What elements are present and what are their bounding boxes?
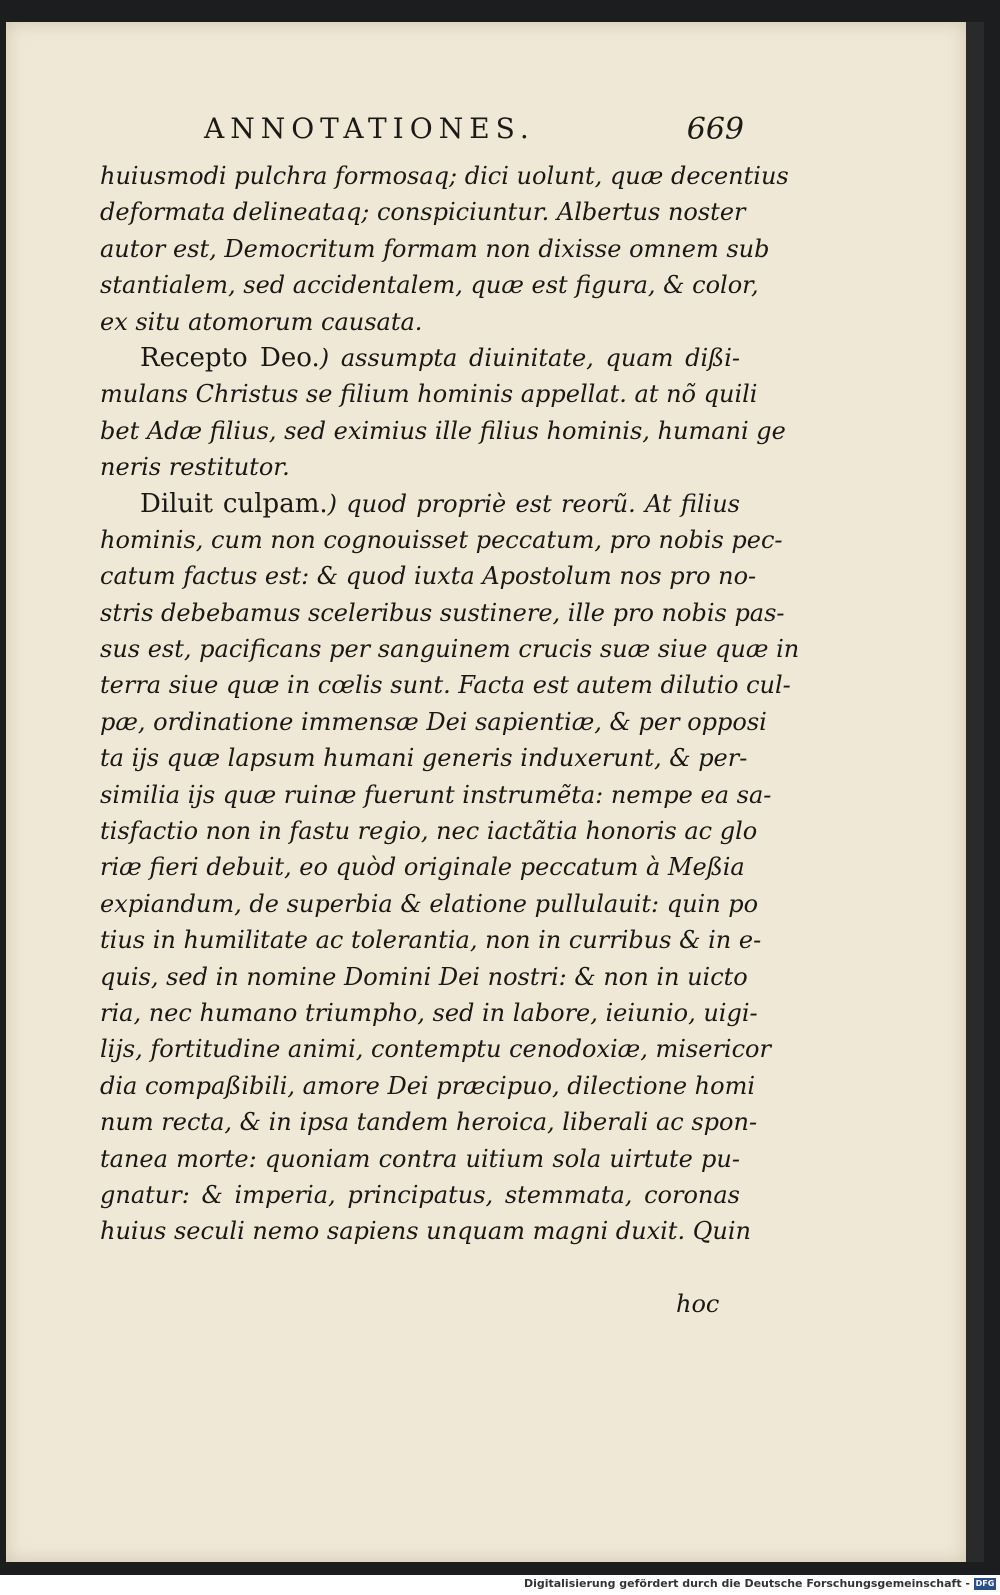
text-line: bet Adæ filius, sed eximius ille filius hominis, humani ge [100,416,786,445]
dfg-logo: DFG [975,1579,995,1588]
text-line: huiusmodi pulchra formosaq; dici uolunt, quæ decentius [100,162,789,190]
page-number: 669 [686,112,744,147]
text-line: catum factus est: & quod iuxta Apostolum nos pro no- [100,562,757,591]
text-line: quis, sed in nomine Domini Dei nostri: & non in uicto [100,962,748,991]
text-line: ria, nec humano triumpho, sed in labore, ieiunio, uigi- [100,998,758,1027]
text-line: pæ, ordinatione immensæ Dei sapientiæ, & per opposi [100,707,767,736]
lemma: Recepto Deo. [140,342,320,373]
text-line: huius seculi nemo sapiens unquam magni duxit. Quin [100,1217,751,1246]
text-line: tanea morte: quoniam contra uitium sola uirtute pu- [100,1144,740,1173]
digitization-credit: Digitalisierung gefördert durch die Deutsche Forschungsgemeinschaft - [523,1577,970,1590]
text-line: stris debebamus sceleribus sustinere, ille pro nobis pas- [100,598,785,627]
catchword: hoc [676,1290,720,1318]
lemma-gloss: ) quod propriè est reorũ. At filius [327,489,741,518]
text-line: dia compaßibili, amore Dei præcipuo, dilectione homi [100,1071,756,1100]
text-line [100,486,740,522]
text-line: stantialem, sed accidentalem, quæ est figura, & color, [100,271,759,300]
main-text [100,158,800,1250]
text-line: tisfactio non in fastu regio, nec iactãtia honoris ac glo [100,817,758,846]
text-line: neris restitutor. [100,453,290,482]
text-line: expiandum, de superbia & elatione pullulauit: quin po [100,889,759,918]
text-line: ta ijs quæ lapsum humani generis induxerunt, & per- [100,744,748,773]
text-line: lijs, fortitudine animi, contemptu cenodoxiæ, misericor [100,1035,771,1064]
text-line: hominis, cum non cognouisset peccatum, pro nobis pec- [100,525,783,554]
text-line: similia ijs quæ ruinæ fuerunt instrumẽta: nempe ea sa- [100,780,772,809]
lemma: Diluit culpam. [140,488,328,519]
text-line: sus est, pacificans per sanguinem crucis suæ siue quæ in [100,635,800,664]
text-line: num recta, & in ipsa tandem heroica, liberali ac spon- [100,1108,758,1137]
text-line: tius in humilitate ac tolerantia, non in curribus & in e- [100,926,762,955]
text-line: ex situ atomorum causata. [100,307,423,336]
lemma-gloss: ) assumpta diuinitate, quam dißi- [319,343,740,372]
text-line [100,340,740,376]
text-line: mulans Christus se filium hominis appellat. at nõ quili [100,380,758,409]
text-line: riæ fieri debuit, eo quòd originale peccatum à Meßia [100,853,745,882]
text-line: gnatur: & imperia, principatus, stemmata, coronas [100,1180,740,1209]
running-title: ANNOTATIONES. [204,112,535,145]
page-edge [966,22,984,1562]
text-line: autor est, Democritum formam non dixisse omnem sub [100,234,770,263]
footer-strip [0,1575,1000,1595]
running-head [204,112,764,152]
text-line: deformata delineataq; conspiciuntur. Albertus noster [100,198,746,227]
text-line: terra siue quæ in cœlis sunt. Facta est autem dilutio cul- [100,671,791,700]
